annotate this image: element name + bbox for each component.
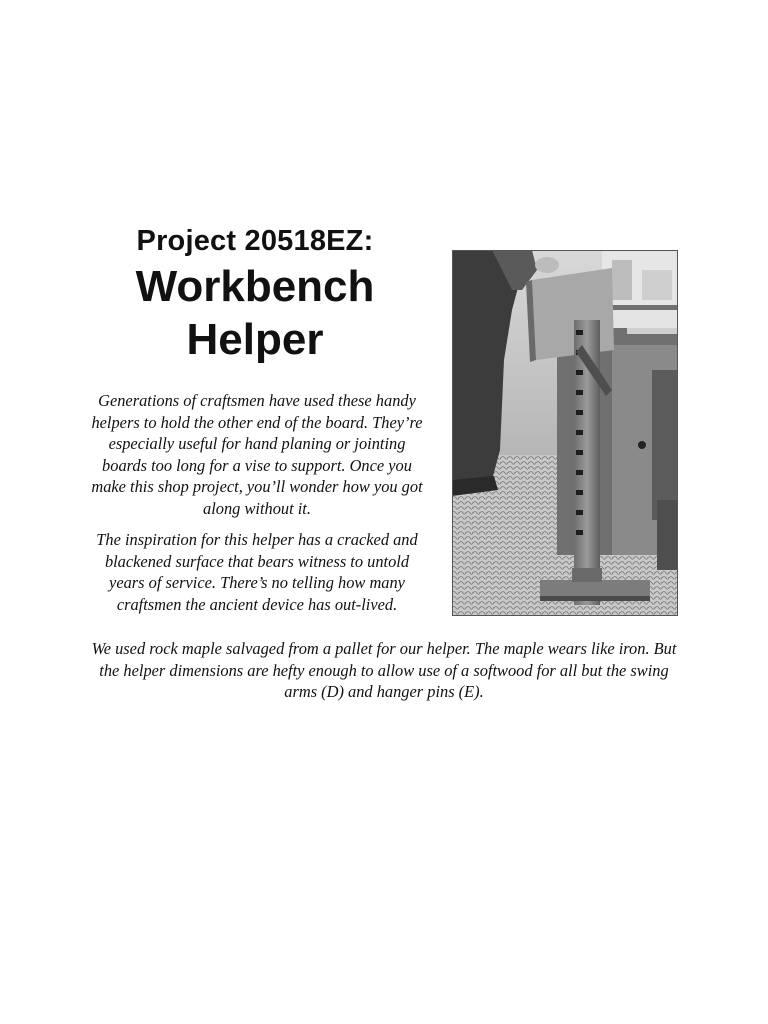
title-block: [90, 224, 420, 366]
page-title-line-1: Workbench: [135, 262, 375, 311]
workbench-helper-photo: [452, 250, 678, 616]
paragraph-1: Generations of craftsmen have used these handy helpers to hold the other end of the board. They’re especially useful for hand planing or jointing boards too long for a vise to support. Once you make this shop project, you’ll wonder how you got along without it.: [91, 391, 423, 518]
page-title-line-2: Helper: [186, 315, 324, 364]
paragraph-2: The inspiration for this helper has a cracked and blackened surface that bears witness to untold years of service. There’s no telling how many craftsmen the ancient device has out-lived.: [96, 530, 418, 614]
photo-illustration: [452, 250, 678, 616]
project-number: Project 20518EZ:: [136, 225, 374, 257]
paragraph-3: We used rock maple salvaged from a pallet for our helper. The maple wears like iron. But the helper dimensions are hefty enough to allow use of a softwood for all but the swing arms (D) and hanger pins (E).: [91, 639, 677, 701]
intro-column: [86, 390, 428, 625]
full-width-text: [82, 638, 686, 703]
